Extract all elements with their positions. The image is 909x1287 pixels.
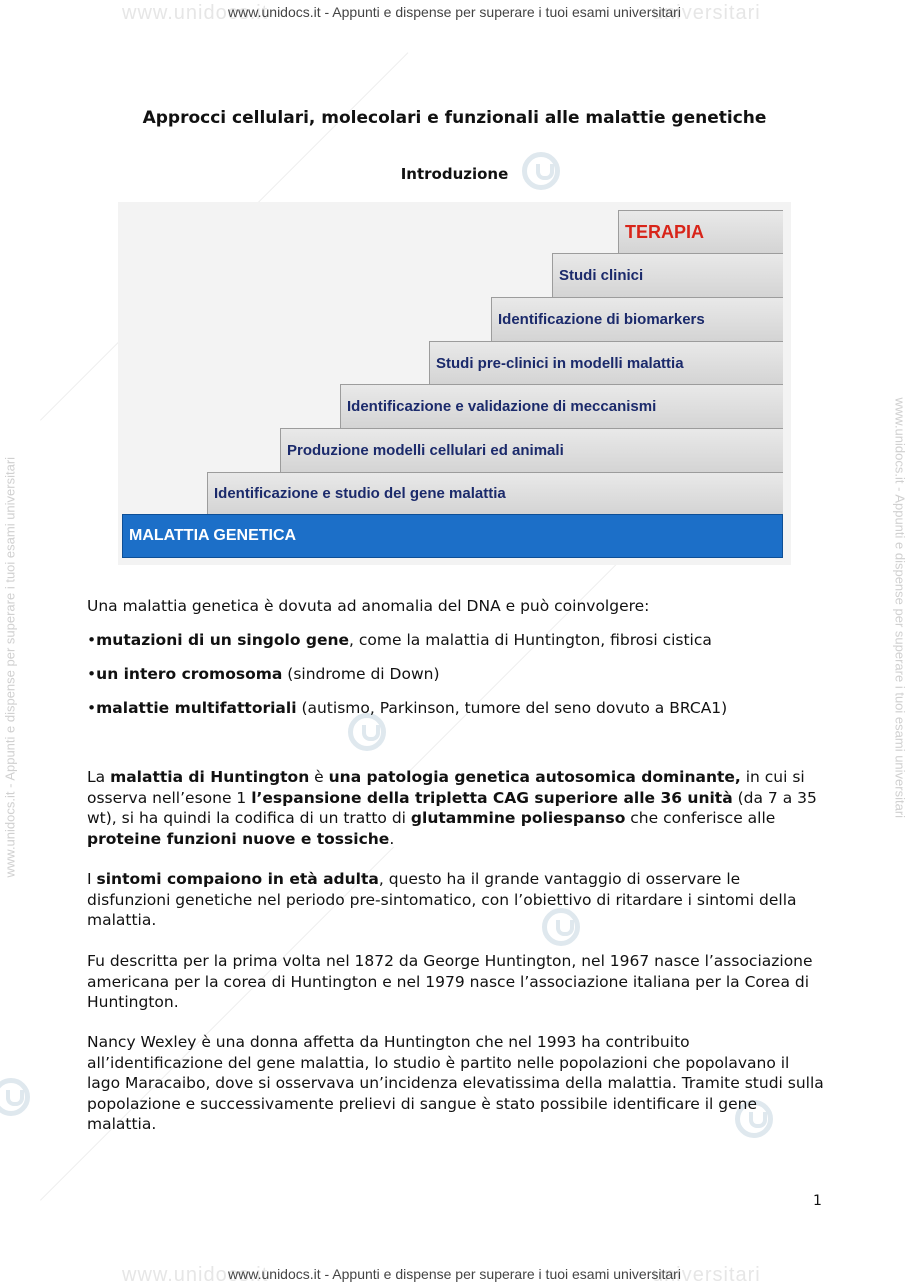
- intro-text: Una malattia genetica è dovuta ad anomalia del DNA e può coinvolgere:: [87, 597, 650, 615]
- side-watermark-left: www.unidocs.it - Appunti e dispense per superare i tuoi esami universitari: [2, 456, 18, 878]
- bullet-item: •malattie multifattoriali (autismo, Parkinson, tumore del seno dovuto a BRCA1): [87, 699, 728, 717]
- watermark-ghost-text: universitari: [652, 2, 761, 24]
- paragraph-storia: Fu descritta per la prima volta nel 1872 da George Huntington, nel 1967 nasce l’associazione americana per la corea di Huntington e nel 1979 nasce l’associazione italiana per la Corea di Huntington.: [87, 952, 813, 1011]
- paragraph-sintomi: I sintomi compaiono in età adulta, questo ha il grande vantaggio di osservare le disfunzioni genetiche nel periodo pre-sintomatico, con l’obiettivo di ritardare i sintomi della malattia.: [87, 870, 797, 929]
- watermark-logo-icon: [348, 713, 386, 751]
- footer-banner: www.unidocs.it - Appunti e dispense per superare i tuoi esami universitari: [228, 1266, 681, 1282]
- header-banner: www.unidocs.it - Appunti e dispense per superare i tuoi esami universitari: [228, 4, 681, 20]
- document-title: Approcci cellulari, molecolari e funzionali alle malattie genetiche: [142, 108, 767, 128]
- step-gene-malattia: Identificazione e studio del gene malattia: [207, 472, 783, 514]
- step-malattia-genetica: MALATTIA GENETICA: [122, 514, 783, 558]
- page-number: 1: [813, 1193, 822, 1209]
- watermark-ghost-text: universitari: [652, 1264, 761, 1286]
- step-biomarkers: Identificazione di biomarkers: [491, 297, 783, 341]
- step-modelli: Produzione modelli cellulari ed animali: [280, 428, 783, 472]
- bullet-item: •un intero cromosoma (sindrome di Down): [87, 665, 440, 683]
- staircase-diagram: [118, 202, 791, 565]
- section-subtitle: Introduzione: [400, 165, 509, 183]
- step-studi-clinici: Studi clinici: [552, 253, 783, 297]
- side-watermark-right: www.unidocs.it - Appunti e dispense per superare i tuoi esami universitari: [892, 397, 908, 819]
- step-terapia: TERAPIA: [618, 210, 783, 253]
- watermark-ghost-text: www.unidocs.it: [122, 1264, 269, 1286]
- paragraph-wexley: Nancy Wexley è una donna affetta da Huntington che nel 1993 ha contribuito all’identificazione del gene malattia, lo studio è partito nelle popolazioni che popolavano il lago Maracaibo, dove si osservava un’incidenza elevatissima della malattia. Tramite studi sulla popolazione e successivamente prelievi di sangue è stato possibile identificare il gene malattia.: [87, 1033, 824, 1133]
- paragraph-huntington: La malattia di Huntington è una patologia genetica autosomica dominante, in cui si osserva nell’esone 1 l’espansione della tripletta CAG superiore alle 36 unità (da 7 a 35 wt), si ha quindi la codifica di un tratto di glutammine poliespanso che conferisce alle proteine funzioni nuove e tossiche.: [87, 768, 817, 848]
- watermark-logo-icon: [0, 1078, 30, 1116]
- bullet-item: •mutazioni di un singolo gene, come la malattia di Huntington, fibrosi cistica: [87, 631, 712, 649]
- step-meccanismi: Identificazione e validazione di meccanismi: [340, 384, 783, 428]
- step-studi-preclinici: Studi pre-clinici in modelli malattia: [429, 341, 783, 384]
- watermark-ghost-text: www.unidocs.it: [122, 2, 269, 24]
